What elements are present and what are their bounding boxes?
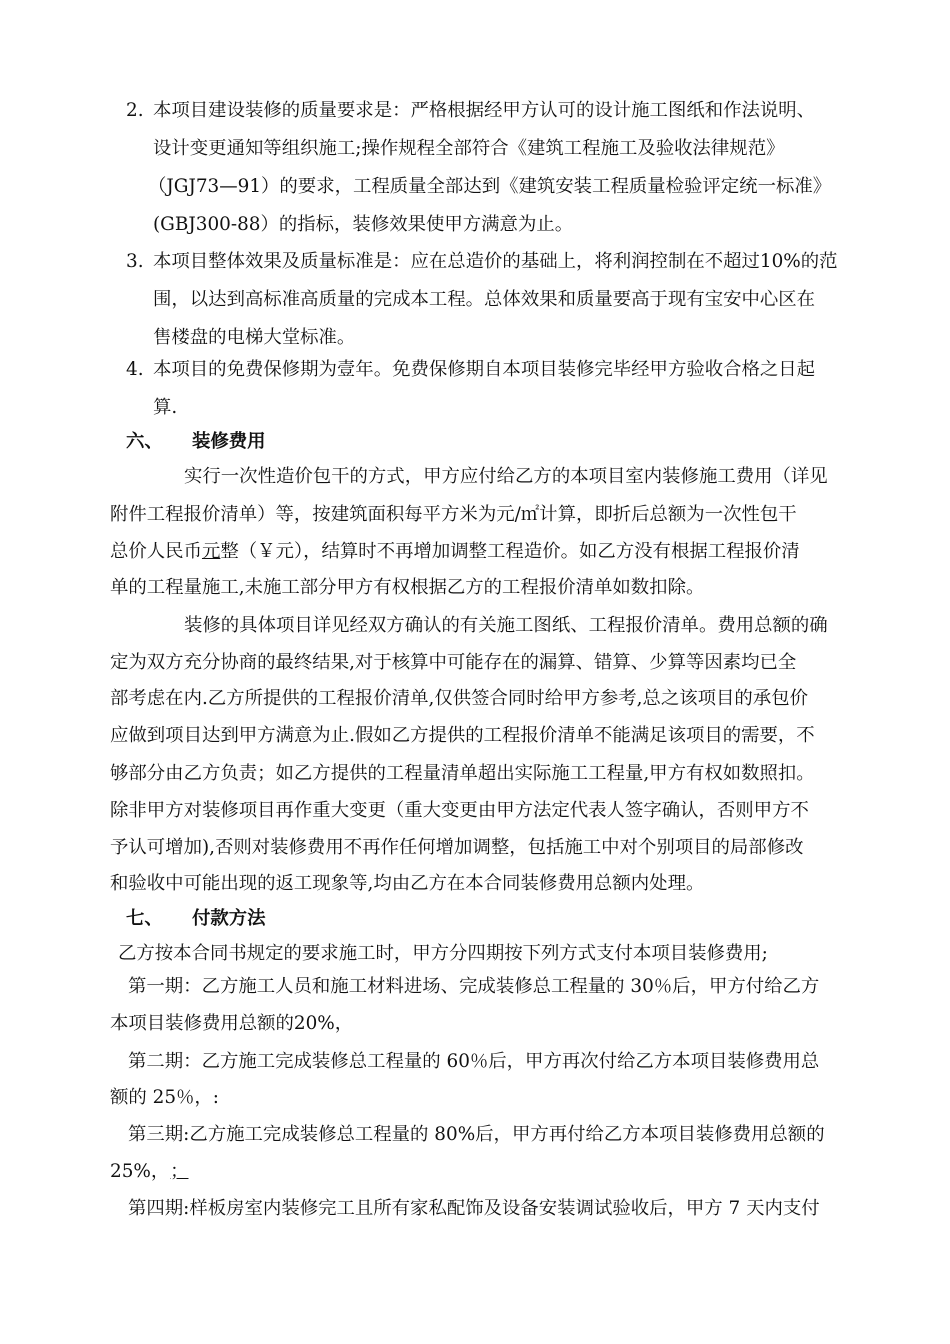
section6-para2-line7: 予认可增加),否则对装修费用不再作任何增加调整，包括施工中对个别项目的局部修改 xyxy=(110,837,804,858)
item2-line2: 设计变更通知等组织施工;操作规程全部符合《建筑工程施工及验收法律规范》 xyxy=(153,138,785,159)
section6-para2-line3: 部考虑在内.乙方所提供的工程报价清单,仅供签合同时给甲方参考,总之该项目的承包价 xyxy=(110,688,808,709)
section6-para1-line1: 实行一次性造价包干的方式，甲方应付给乙方的本项目室内装修施工费用（详见 xyxy=(184,466,828,487)
item2-line3: （JGJ73—91）的要求，工程质量全部达到《建筑安装工程质量检验评定统一标准》 xyxy=(148,176,832,197)
item2-line1: 本项目建设装修的质量要求是：严格根据经甲方认可的设计施工图纸和作法说明、 xyxy=(153,100,816,121)
section6-para2-line6: 除非甲方对装修项目再作重大变更（重大变更由甲方法定代表人签字确认，否则甲方不 xyxy=(110,800,809,821)
phase3-underlined-mark: ； xyxy=(170,1161,189,1182)
item4-line2: 算. xyxy=(153,397,178,418)
list-number: 2. xyxy=(126,100,144,121)
section6-para1-line2: 附件工程报价清单）等，按建筑面积每平方米为元/㎡计算，即折后总额为一次性包干 xyxy=(110,504,797,525)
amount-blank: 元 xyxy=(201,541,221,562)
phase1-line2: 本项目装修费用总额的20%， xyxy=(110,1013,354,1034)
phase3-line2 xyxy=(110,1160,188,1184)
para1-line3-prefix: 总价人民币 xyxy=(110,541,202,562)
section6-para2-line4: 应做到项目达到甲方满意为止.假如乙方提供的工程报价清单不能满足该项目的需要，不 xyxy=(110,725,815,746)
section6-para2-line1: 装修的具体项目详见经双方确认的有关施工图纸、工程报价清单。费用总额的确 xyxy=(184,615,828,636)
item3-line2: 围，以达到高标准高质量的完成本工程。总体效果和质量要高于现有宝安中心区在 xyxy=(153,289,816,310)
section6-para2-line5: 够部分由乙方负责；如乙方提供的工程量清单超出实际施工工程量,甲方有权如数照扣。 xyxy=(110,763,815,784)
section6-para2-line2: 定为双方充分协商的最终结果,对于核算中可能存在的漏算、错算、少算等因素均已全 xyxy=(110,652,797,673)
phase2-line1: 第二期：乙方施工完成装修总工程量的 60％后，甲方再次付给乙方本项目装修费用总 xyxy=(128,1051,820,1072)
section6-para1-line4: 单的工程量施工,未施工部分甲方有权根据乙方的工程报价清单如数扣除。 xyxy=(110,577,705,598)
section7-intro: 乙方按本合同书规定的要求施工时，甲方分四期按下列方式支付本项目装修费用; xyxy=(118,943,768,964)
section7-title: 付款方法 xyxy=(192,908,266,929)
section6-para1-line3 xyxy=(110,540,800,564)
section6-para2-line8: 和验收中可能出现的返工现象等,均由乙方在本合同装修费用总额内处理。 xyxy=(110,873,705,894)
list-number: 4. xyxy=(126,359,144,380)
phase3-line2-text: 25%， xyxy=(110,1161,161,1182)
para1-line3-suffix: 整（￥元），结算时不再增加调整工程造价。如乙方没有根据工程报价清 xyxy=(220,541,800,562)
phase2-line2: 额的 25％，: xyxy=(110,1087,220,1108)
section6-title: 装修费用 xyxy=(192,431,266,452)
item4-line1: 本项目的免费保修期为壹年。免费保修期自本项目装修完毕经甲方验收合格之日起 xyxy=(153,359,816,380)
item2-line4: (GBJ300-88）的指标，装修效果使甲方满意为止。 xyxy=(153,214,574,235)
list-number: 3. xyxy=(126,251,144,272)
phase1-line1: 第一期：乙方施工人员和施工材料进场、完成装修总工程量的 30％后，甲方付给乙方 xyxy=(128,976,820,997)
phase3-line1: 第三期:乙方施工完成装修总工程量的 80%后，甲方再付给乙方本项目装修费用总额的 xyxy=(128,1124,825,1145)
section6-number: 六、 xyxy=(126,431,163,452)
item3-line3: 售楼盘的电梯大堂标准。 xyxy=(153,327,356,348)
section7-number: 七、 xyxy=(126,908,163,929)
phase4-line1: 第四期:样板房室内装修完工且所有家私配饰及设备安装调试验收后，甲方 7 天内支付 xyxy=(128,1198,820,1219)
item3-line1: 本项目整体效果及质量标准是：应在总造价的基础上，将利润控制在不超过10%的范 xyxy=(153,251,838,272)
